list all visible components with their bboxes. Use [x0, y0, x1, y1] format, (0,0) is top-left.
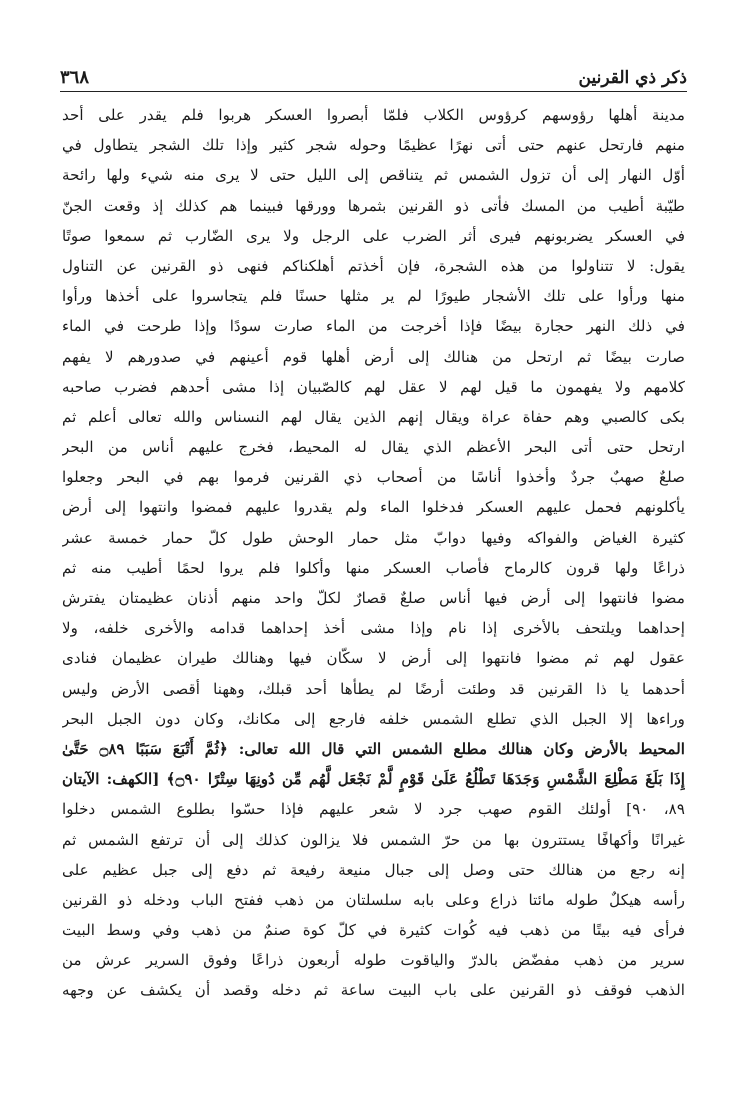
text-line: يأكلونهم فحمل عليهم العسكر فدخلوا الماء ولم يقدروا عليهم فمضوا وانتهوا إلى أرض [62, 498, 685, 517]
text-line: ذراعًا ولها قرون كالرماح فأصاب العسكر منها وأكلوا فلم يروا لحمًا أطيب منه ثم [62, 558, 685, 577]
text-line: في العسكر يضربونهم فيرى أثر الضرب على الرجل ولا يرى الضّارب ثم سمعوا صوتًا [62, 226, 685, 245]
text-line: في ذلك النهر حجارة بيضًا فإذا أخرجت من الماء صارت سودًا وإذا طرحت في الماء [62, 317, 685, 336]
text-line: عقول لهم ثم مضوا فانتهوا إلى أرض لا سكّان فيها وهنالك طيران عظيمان فنادى [62, 649, 685, 668]
text-line: الذهب فوقف ذو القرنين على باب البيت ساعة ثم دخله وقصد أن يكشف عن وجهه [62, 981, 685, 1000]
page-number: ٣٦٨ [60, 67, 90, 88]
text-line: صلعٌ صهبٌ جردٌ وأخذوا أناسًا من أصحاب ذي القرنين فرموا بهم في البحر وجعلوا [62, 468, 685, 487]
text-line-quran-verse: إِذَا بَلَغَ مَطْلِعَ الشَّمْسِ وَجَدَهَا تَطْلُعُ عَلَىٰ قَوْمٍ لَّمْ نَجْعَل لَّهُم مِّن دُونِهَا سِتْرًا ۝٩٠﴾ [الكهف: الآيتان [62, 770, 685, 789]
text-line: كلامهم ولا يفهمون ما قيل لهم لا عقل لهم كالصّبيان إذا مشى أحدهم فضرب صاحبه [62, 377, 685, 396]
text-line: إحداهما ويلتحف بالأخرى إذا نام وإذا مشى أخذ إحداهما قدامه والأخرى خلفه، ولا [62, 619, 685, 638]
header-divider [60, 91, 687, 92]
text-line: وراءها إلا الجبل الذي تطلع الشمس خلفه فارجع إلى مكانك، وكان دون الجبل البحر [62, 709, 685, 728]
text-line: إنه رجع من هنالك حتى وصل إلى جبال منيعة رفيعة ثم دفع إلى جبل عظيم على [62, 860, 685, 879]
text-line: أوّل النهار إلى أن تزول الشمس ثم يتناقص إلى الليل حتى لا يرى منه شيء ولها رائحة [62, 166, 685, 185]
body-text [62, 100, 685, 1006]
text-line: سرير من ذهب مفضّض بالدرّ والياقوت طوله أربعون ذراعًا وفوق السرير عرش من [62, 951, 685, 970]
text-line: مدينة أهلها رؤوسهم كرؤوس الكلاب فلمّا أبصروا العسكر هربوا فلم يقدر على أحد [62, 106, 685, 124]
text-line: منهم فارتحل عنهم حتى أتى نهرًا عظيمًا وحوله شجر كثير وإذا تلك الشجر يتطاول في [62, 136, 685, 155]
text-line-quran-verse: المحيط بالأرض وكان هنالك مطلع الشمس التي قال الله تعالى: ﴿ثُمَّ أَتْبَعَ سَبَبًا ۝٨٩ حَتَّىٰ [62, 739, 685, 758]
text-line: يقول: لا تتناولوا من هذه الشجرة، فإن أخذتم أهلكناكم فنهى ذو القرنين عن التناول [62, 256, 685, 275]
page-header [60, 62, 687, 88]
text-line: أحدهما يا ذا القرنين قد وطئت أرضًا لم يطأها أحد قبلك، وههنا أقصى الأرض وليس [62, 679, 685, 698]
text-line: فرأى فيه بيتًا من ذهب فيه كُوات كثيرة في كلّ كوة صنمٌ من ذهب وفي وسط البيت [62, 921, 685, 940]
text-line: منها ورأوا على تلك الأشجار طيورًا لم ير مثلها حسنًا فلم يتجاسروا على أخذها ورأوا [62, 287, 685, 306]
text-line: ٨٩، ٩٠] أولئك القوم صهب جرد لا شعر عليهم فإذا حسّوا بطلوع الشمس دخلوا [62, 800, 685, 819]
text-line: غيرانًا وأكهافًا يستترون بها من حرّ الشمس فلا يزالون كذلك إلى أن ترتفع الشمس ثم [62, 830, 685, 849]
text-line: رأسه هيكلٌ طوله مائتا ذراع وعلى بابه سلسلتان من ذهب ففتح الباب ودخله ذو القرنين [62, 890, 685, 909]
text-line: بكى كالصبي وهم حفاة عراة ويقال إنهم الذين يقال لهم النسناس والله تعالى أعلم ثم [62, 407, 685, 426]
text-line: طيّبة أطيب من المسك فأتى ذو القرنين بثمرها وورقها فبينما هم كذلك إذ وقعت الجنّ [62, 196, 685, 215]
text-line: كثيرة الغياض والفواكه وفيها دوابّ مثل حمار الوحش طول كلّ حمار خمسة عشر [62, 528, 685, 547]
text-line: صارت بيضًا ثم ارتحل من هنالك إلى أرض أهلها قوم أعينهم في صدورهم لا يفهم [62, 347, 685, 366]
running-title: ذكر ذي القرنين [578, 68, 687, 88]
text-line: ارتحل حتى أتى البحر الأعظم الذي يقال له المحيط، فخرج عليهم أناس من البحر [62, 438, 685, 457]
text-line: مضوا فانتهوا إلى أرض فيها أناس صلعٌ قصارٌ لكلّ واحد منهم أذنان عظيمتان يفترش [62, 589, 685, 607]
